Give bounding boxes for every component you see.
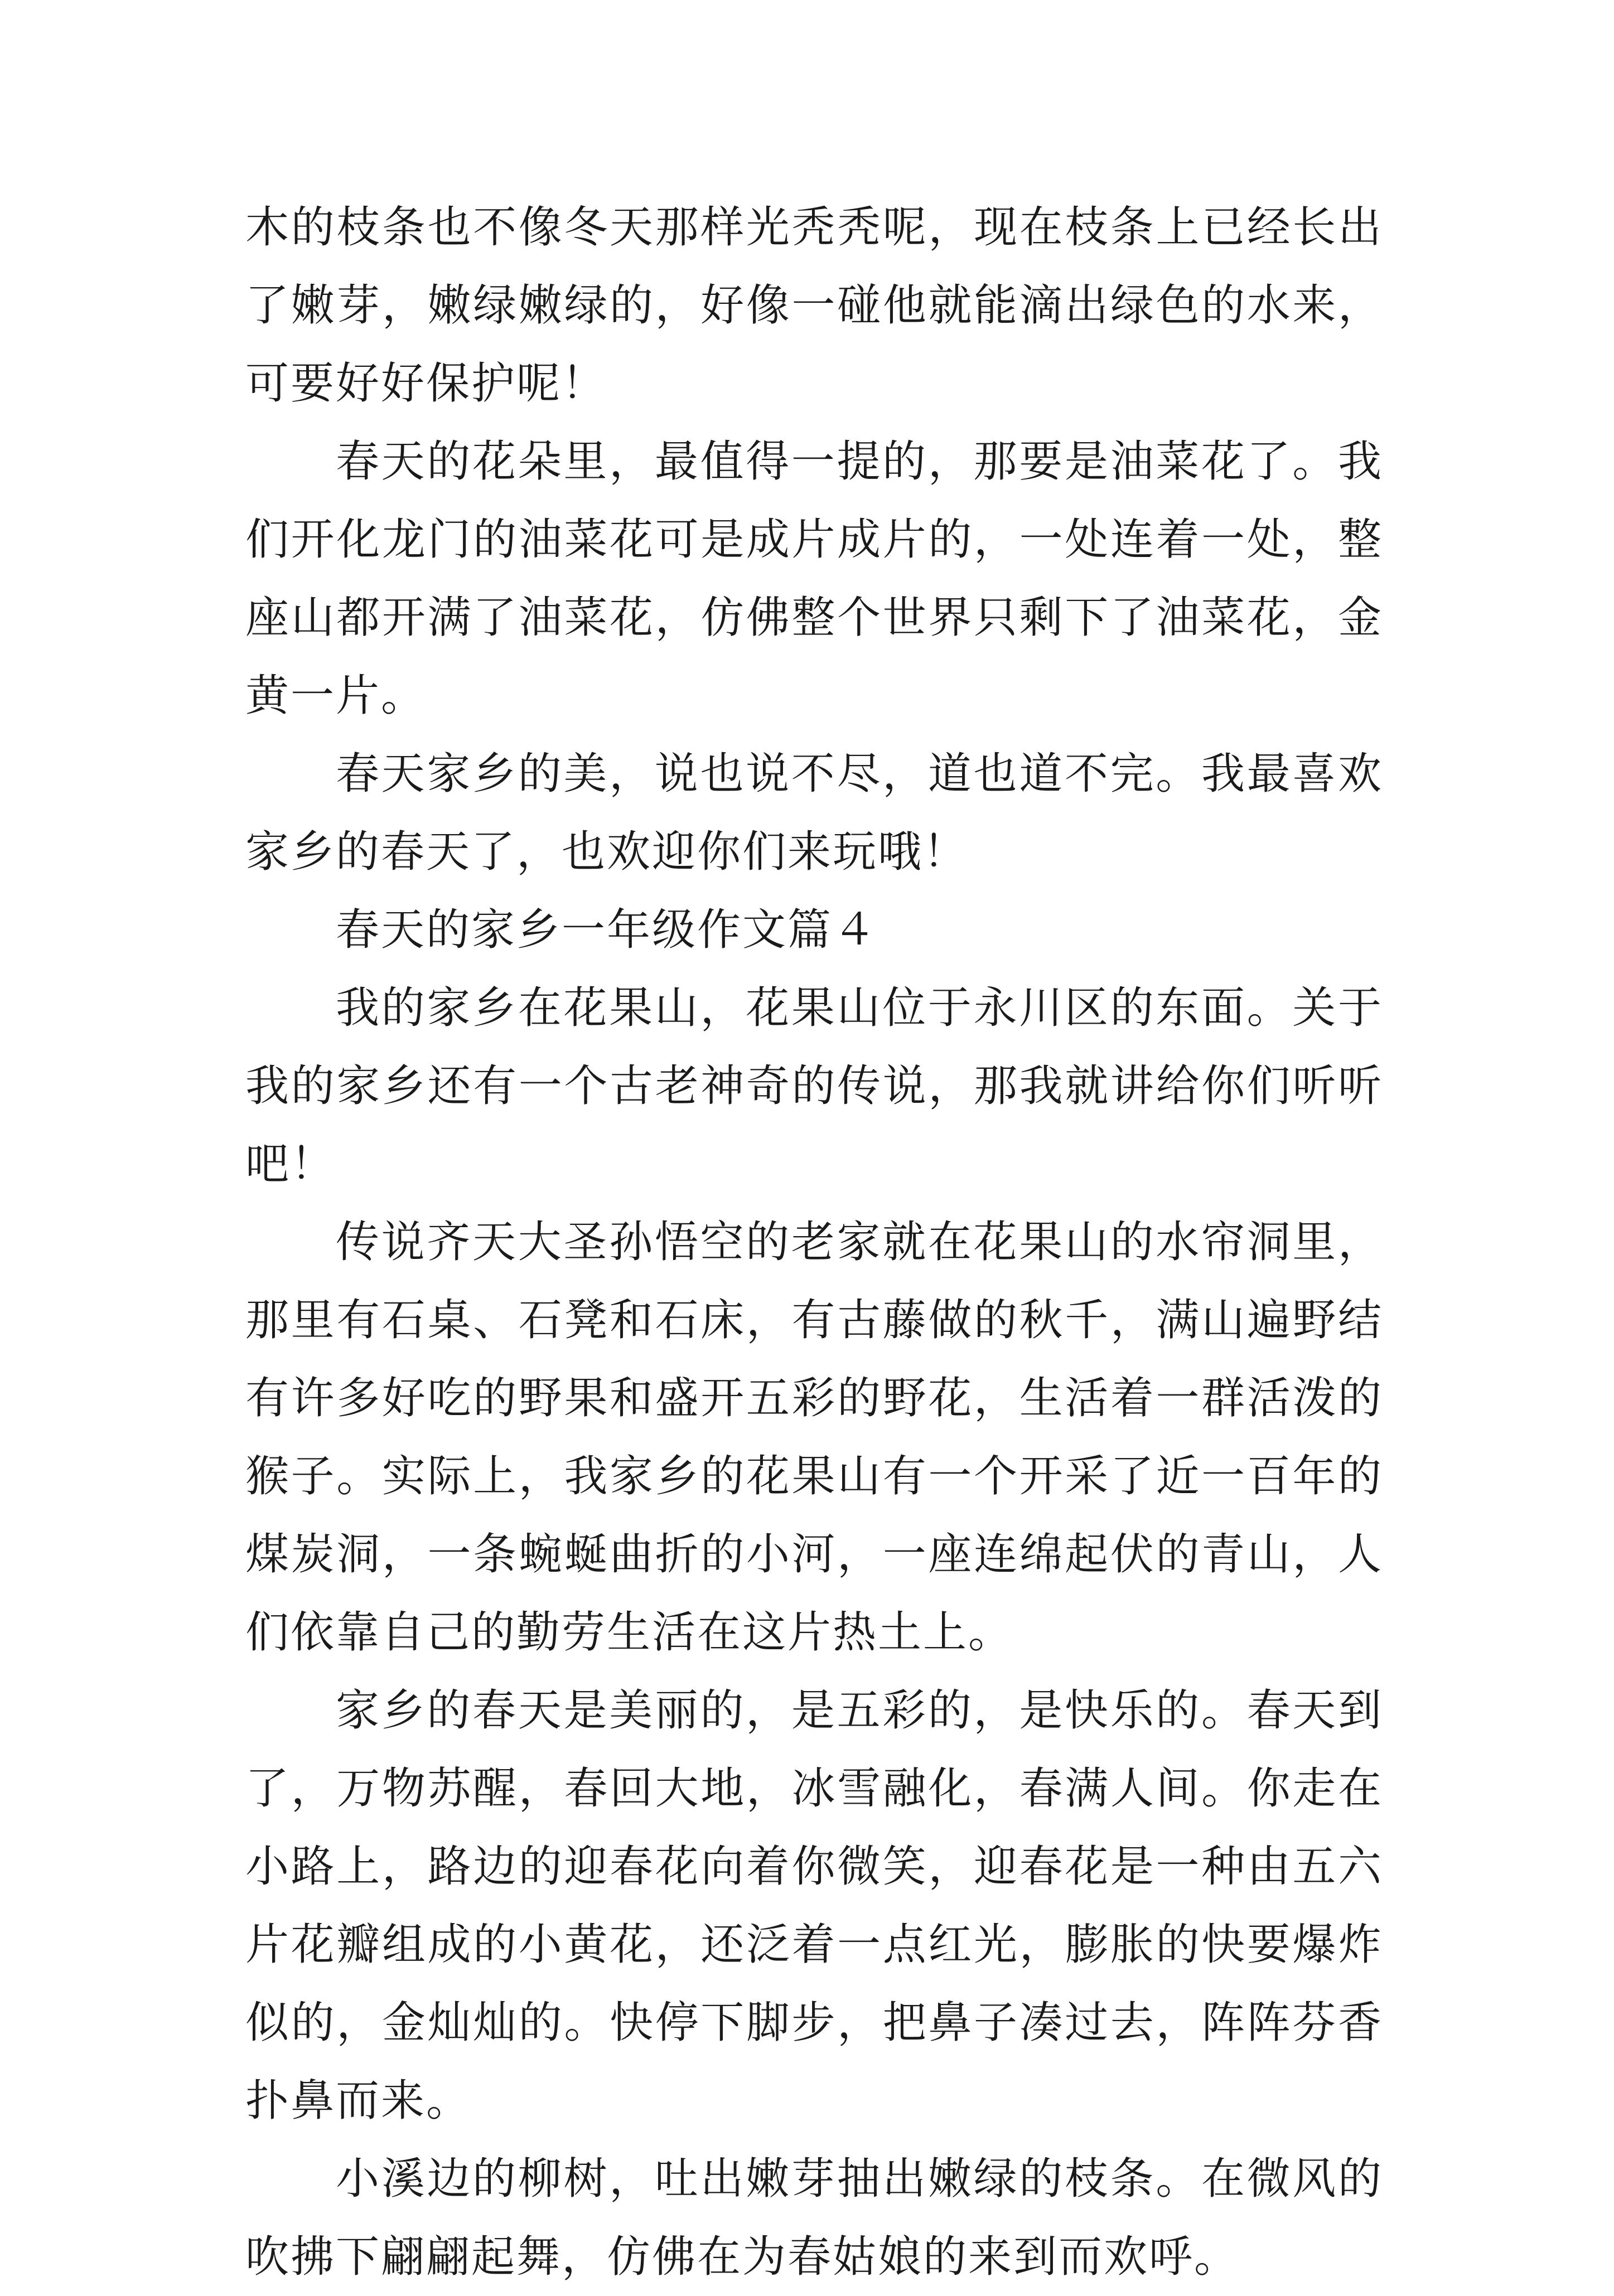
paragraph-huaguoshan-intro: 我的家乡在花果山，花果山位于永川区的东面。关于我的家乡还有一个古老神奇的传说，那我就讲给你们听听吧！ (245, 983, 1383, 1189)
essay-title-4: 春天的家乡一年级作文篇４ (336, 905, 878, 955)
paragraph-legend: 传说齐天大圣孙悟空的老家就在花果山的水帘洞里，那里有石桌、石凳和石床，有古藤做的秋千，满山遍野结有许多好吃的野果和盛开五彩的野花，生活着一群活泼的猴子。实际上，我家乡的花果山有一个开采了近一百年的煤炭洞，一条蜿蜒曲折的小河，一座连绵起伏的青山，人们依靠自己的勤劳生活在这片热土上。 (245, 1217, 1383, 1658)
paragraph-spring-colors: 家乡的春天是美丽的，是五彩的，是快乐的。春天到了，万物苏醒，春回大地，冰雪融化，春满人间。你走在小路上，路边的迎春花向着你微笑，迎春花是一种由五六片花瓣组成的小黄花，还泛着一点红光，膨胀的快要爆炸似的，金灿灿的。快停下脚步，把鼻子凑过去，阵阵芬香扑鼻而来。 (245, 1685, 1383, 2126)
paragraph-willow: 小溪边的柳树，吐出嫩芽抽出嫩绿的枝条。在微风的吹拂下翩翩起舞，仿佛在为春姑娘的来到而欢呼。 (245, 2154, 1383, 2282)
paragraph-hometown-spring: 春天家乡的美，说也说不尽，道也道不完。我最喜欢家乡的春天了，也欢迎你们来玩哦！ (245, 749, 1383, 877)
paragraph-rapeseed-flowers: 春天的花朵里，最值得一提的，那要是油菜花了。我们开化龙门的油菜花可是成片成片的，一处连着一处，整座山都开满了油菜花，仿佛整个世界只剩下了油菜花，金黄一片。 (245, 437, 1383, 721)
document-body (245, 188, 1383, 2296)
paragraph-continued: 木的枝条也不像冬天那样光秃秃呢，现在枝条上已经长出了嫩芽，嫩绿嫩绿的，好像一碰他就能滴出绿色的水来，可要好好保护呢！ (245, 202, 1383, 409)
